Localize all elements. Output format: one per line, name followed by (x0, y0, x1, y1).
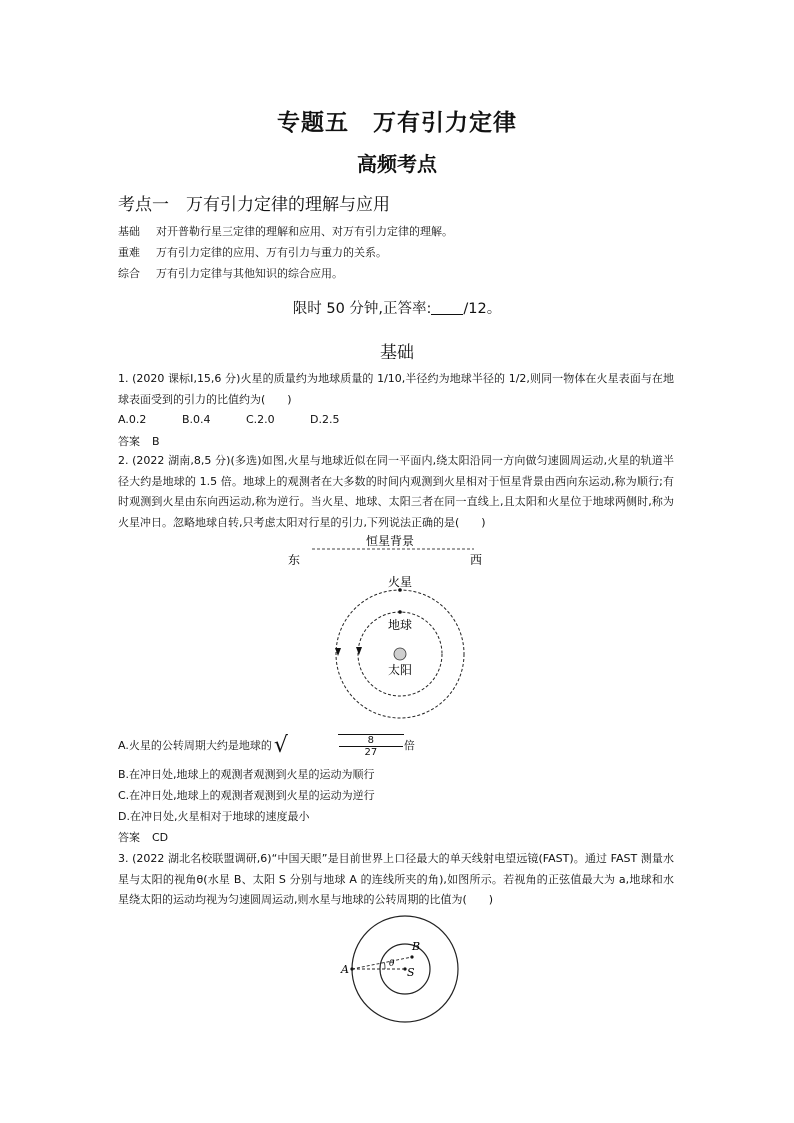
level-tag: 重难 (118, 246, 140, 259)
sun-circle (394, 648, 406, 660)
figure-label-east: 东 (287, 553, 301, 567)
option-a-prefix: A.火星的公转周期大约是地球的 (118, 738, 272, 752)
earth-dot (398, 610, 402, 614)
question-1-stem: 1. (2020 课标Ⅰ,15,6 分)火星的质量约为地球质量的 1/10,半径约为地球半径的 1/2,则同一物体在火星表面与在地球表面受到的引力的比值约为( ) (118, 372, 674, 406)
page-title: 专题五 万有引力定律 (277, 110, 517, 136)
figure-label-west: 西 (469, 553, 483, 567)
sqrt-sign: √ (273, 733, 288, 758)
fraction-numerator: 8 (339, 735, 403, 747)
option-c: C.在冲日处,地球上的观测者观测到火星的运动为逆行 (118, 789, 375, 802)
option-b: B.在冲日处,地球上的观测者观测到火星的运动为顺行 (118, 768, 375, 781)
question-2-option-a (118, 733, 415, 758)
timer-suffix: /12。 (463, 301, 502, 317)
level-line-basic (118, 225, 453, 239)
answer-label: 答案 (118, 435, 140, 448)
answer-value: CD (152, 831, 169, 844)
option-d: D.在冲日处,火星相对于地球的速度最小 (118, 810, 310, 823)
option-c: C.2.0 (246, 413, 275, 426)
answer-value: B (152, 435, 160, 448)
answer-label: 答案 (118, 831, 140, 844)
fraction-denominator: 27 (364, 746, 378, 758)
option-a-suffix: 倍 (403, 738, 415, 752)
question-2-answer (118, 829, 168, 845)
level-text: 万有引力定律的应用、万有引力与重力的关系。 (156, 246, 387, 259)
figure-label-mars: 火星 (387, 575, 413, 589)
point-s-label: S (407, 966, 415, 979)
orbit-figure-mars (280, 530, 500, 730)
question-3-stem: 3. (2022 湖北名校联盟调研,6)“中国天眼”是目前世界上口径最大的单天线射电望远镜(FAST)。通过 FAST 测量水星与太阳的视角θ(水星 B、太阳 S 分别与地球 A 的连线所夹的角),如图所示。若视角的正弦值最大为 a,地球和水星绕太阳的运动均视为匀速圆周运动,则水星与地球的公转周期的比值为( ) (118, 852, 674, 906)
level-text: 万有引力定律与其他知识的综合应用。 (156, 267, 343, 280)
page-subtitle: 高频考点 (357, 152, 437, 176)
time-limit-line (0, 297, 794, 318)
earth-direction-arrow (356, 647, 362, 655)
section-heading: 考点一 万有引力定律的理解与应用 (118, 195, 390, 215)
option-d: D.2.5 (310, 413, 340, 426)
level-tag: 综合 (118, 267, 140, 280)
option-a: A.0.2 (118, 413, 147, 426)
level-heading: 基础 (380, 343, 414, 363)
level-tag: 基础 (118, 225, 140, 238)
figure-label-background: 恒星背景 (365, 534, 415, 548)
theta-arc (385, 963, 386, 969)
level-line-hard (118, 246, 387, 260)
question-1-answer (118, 433, 160, 449)
sqrt-fraction (274, 733, 404, 758)
theta-label: θ (389, 959, 395, 969)
level-line-combined (118, 267, 343, 281)
point-a-label: A (341, 963, 349, 976)
timer-prefix: 限时 50 分钟,正答率: (292, 301, 432, 317)
figure-label-earth: 地球 (387, 618, 413, 632)
figure-label-sun: 太阳 (387, 663, 413, 677)
option-b: B.0.4 (182, 413, 211, 426)
level-text: 对开普勒行星三定律的理解和应用、对万有引力定律的理解。 (156, 225, 453, 238)
question-1-options (118, 413, 374, 426)
score-blank[interactable] (431, 302, 463, 315)
question-2-stem: 2. (2022 湖南,8,5 分)(多选)如图,火星与地球近似在同一平面内,绕太阳沿同一方向做匀速圆周运动,火星的轨道半径大约是地球的 1.5 倍。地球上的观测者在大多数的时间内观测到火星相对于恒星背景由西向东运动,称为顺行;有时观测到火星由东向西运动,称为逆行。当火星、地球、太阳三者在同一直线上,且太阳和火星位于地球两侧时,称为火星冲日。忽略地球自转,只考虑太阳对行星的引力,下列说法正确的是( ) (118, 454, 674, 529)
orbit-figure-mercury (335, 915, 465, 1025)
point-b-label: B (412, 940, 421, 953)
